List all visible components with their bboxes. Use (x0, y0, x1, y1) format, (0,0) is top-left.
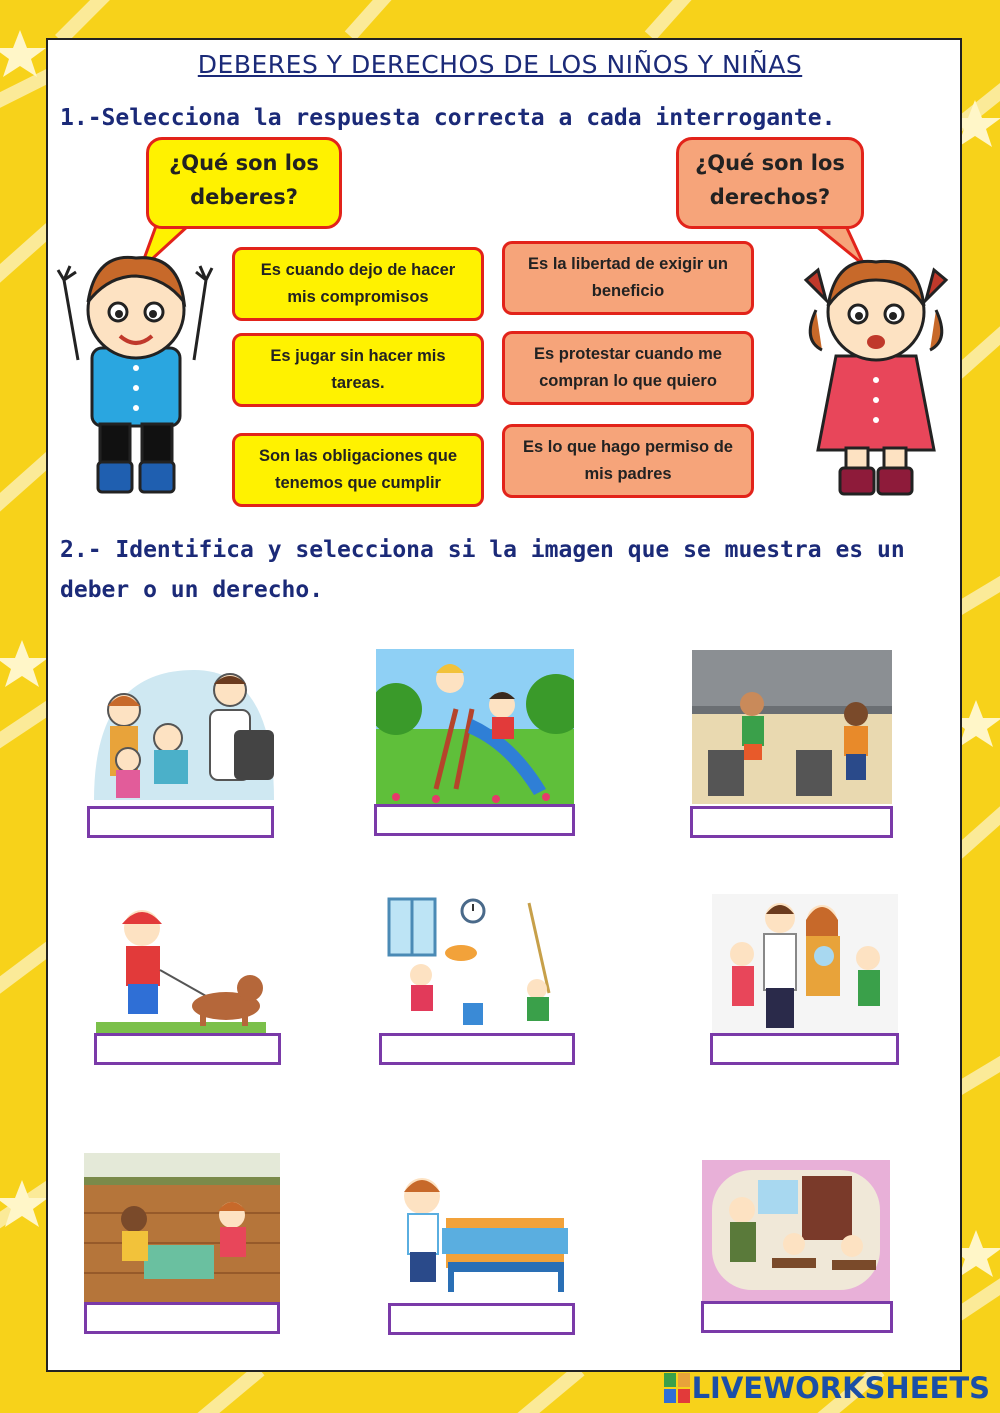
walking-dog-icon (96, 900, 266, 1035)
answer-field-3[interactable] (690, 806, 893, 838)
bubble-line: ¿Qué son los (169, 151, 319, 175)
playground-slide-icon (376, 649, 574, 805)
cleaning-house-icon (381, 893, 569, 1035)
brand-text: LIVEWORKSHEETS (691, 1371, 990, 1405)
option-deberes-1[interactable]: Es cuando dejo de hacer mis compromisos (232, 247, 484, 321)
speech-bubble-girl (676, 137, 864, 229)
answer-field-7[interactable] (84, 1302, 280, 1334)
option-derechos-2[interactable]: Es protestar cuando me compran lo que quiero (502, 331, 754, 405)
question-1: 1.-Selecciona la respuesta correcta a cada interrogante. (60, 105, 836, 131)
recycling-kids-icon (692, 650, 892, 804)
making-bed-icon (386, 1158, 570, 1298)
bubble-line: ¿Qué son los (695, 151, 845, 175)
answer-field-8[interactable] (388, 1303, 575, 1335)
kids-playing-floor-icon (84, 1153, 280, 1303)
question-2-line: deber o un derecho. (60, 577, 324, 603)
answer-field-6[interactable] (710, 1033, 899, 1065)
classroom-icon (702, 1160, 890, 1302)
girl-illustration-icon (796, 240, 956, 502)
speech-bubble-boy (146, 137, 342, 229)
liveworksheets-logo (664, 1371, 990, 1405)
question-2 (60, 530, 905, 610)
option-deberes-2[interactable]: Es jugar sin hacer mis tareas. (232, 333, 484, 407)
option-deberes-3[interactable]: Son las obligaciones que tenemos que cumplir (232, 433, 484, 507)
answer-field-9[interactable] (701, 1301, 893, 1333)
family-icon (712, 894, 898, 1036)
answer-field-5[interactable] (379, 1033, 575, 1065)
doctor-visit-icon (84, 650, 280, 808)
answer-field-2[interactable] (374, 804, 575, 836)
question-2-line: 2.- Identifica y selecciona si la imagen que se muestra es un (60, 537, 905, 563)
bubble-line: deberes? (190, 185, 298, 209)
boy-illustration-icon (56, 240, 216, 502)
answer-field-4[interactable] (94, 1033, 281, 1065)
bubble-line: derechos? (709, 185, 831, 209)
option-derechos-1[interactable]: Es la libertad de exigir un beneficio (502, 241, 754, 315)
option-derechos-3[interactable]: Es lo que hago permiso de mis padres (502, 424, 754, 498)
liveworksheets-logo-icon (664, 1373, 690, 1403)
page-title: DEBERES Y DERECHOS DE LOS NIÑOS Y NIÑAS (197, 50, 803, 79)
answer-field-1[interactable] (87, 806, 274, 838)
